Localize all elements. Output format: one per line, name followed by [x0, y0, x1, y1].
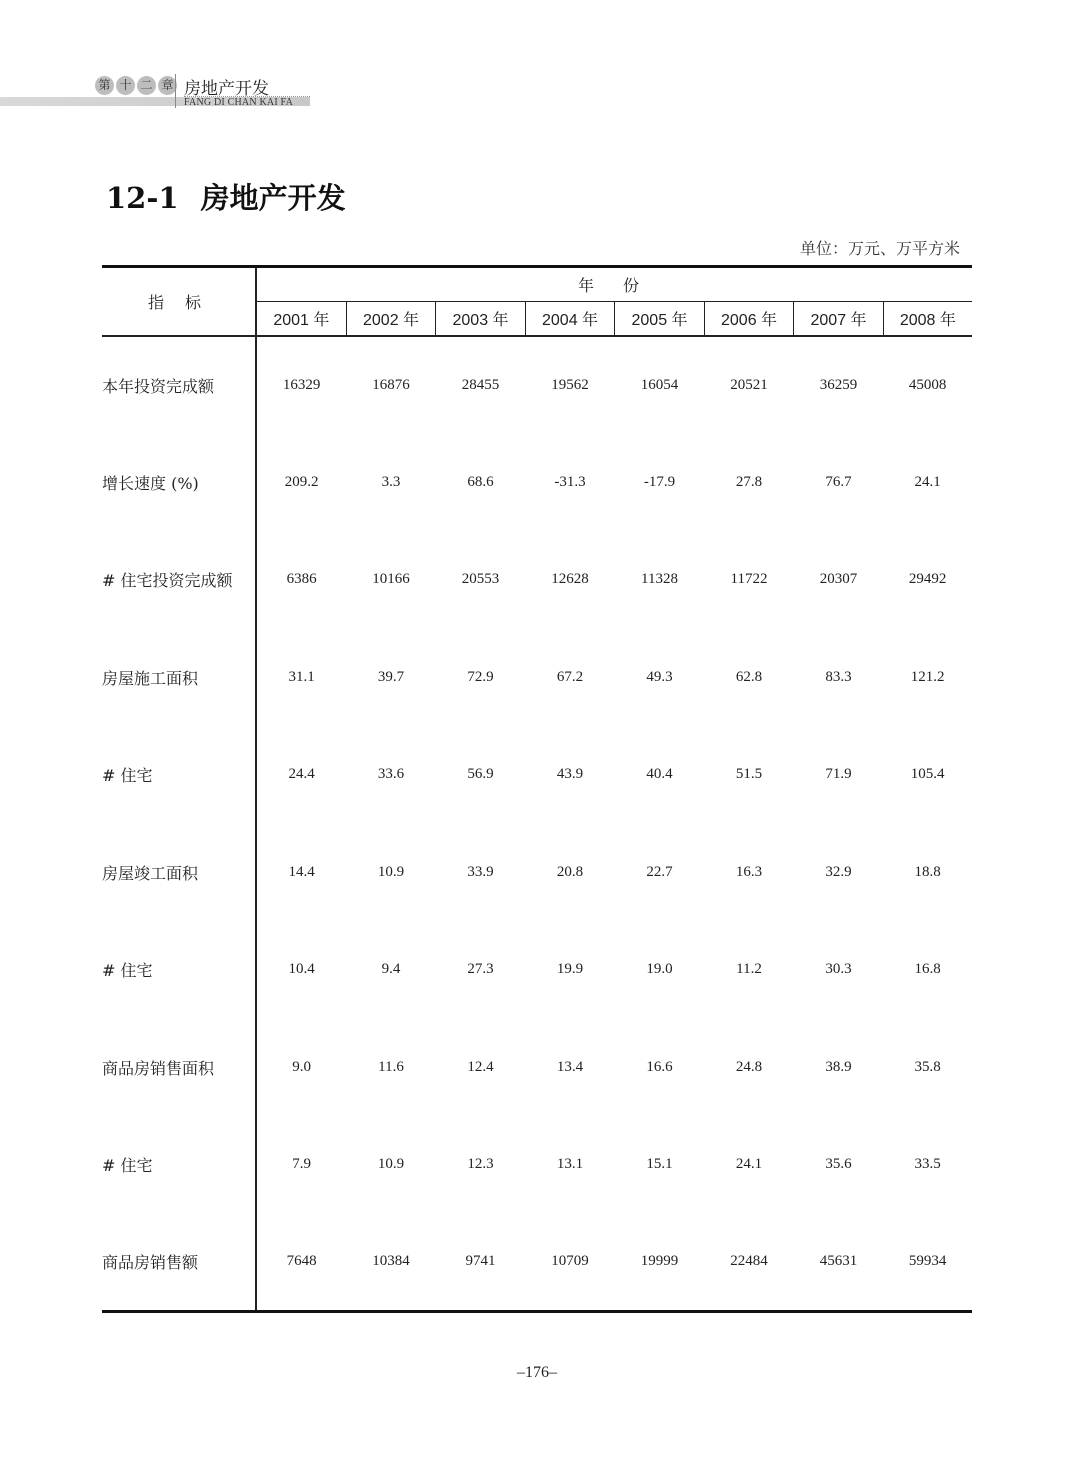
table-cell: 27.8: [735, 473, 763, 490]
table-cell: 31.1: [288, 668, 315, 685]
table-cell: 13.1: [556, 1156, 584, 1173]
table-cell: 29492: [908, 571, 947, 588]
chapter-divider: [175, 74, 176, 108]
row-label: # 住宅投资完成额: [102, 531, 256, 629]
table-row: [102, 336, 972, 434]
table-cell: 19562: [551, 376, 589, 393]
table-cell: 22.7: [646, 863, 673, 880]
table-cell: 20553: [461, 571, 500, 588]
table-cell: -17.9: [643, 473, 676, 490]
table-cell: 10166: [372, 571, 410, 588]
table-cell: 9.4: [381, 961, 401, 978]
table-cell: 72.9: [467, 668, 494, 685]
chapter-char: 二: [137, 76, 156, 95]
table-cell: 12628: [551, 571, 589, 588]
indicator-header: 指 标: [102, 267, 256, 337]
year-header: 2006 年: [704, 302, 794, 337]
table-cell: 59934: [883, 1214, 972, 1312]
table-cell: 30.3: [825, 961, 852, 978]
table-cell: 15.1: [646, 1156, 673, 1173]
table-cell: 45631: [794, 1214, 884, 1312]
table-cell: 68.6: [467, 473, 494, 490]
table-cell: 10.9: [377, 863, 405, 880]
table-cell: 24.1: [735, 1156, 763, 1173]
table-cell: 33.5: [914, 1156, 941, 1173]
table-cell: 11.6: [378, 1058, 404, 1075]
table-cell: 33.9: [467, 863, 494, 880]
table-cell: 19.0: [646, 961, 673, 978]
table-cell: 13.4: [556, 1058, 584, 1075]
table-cell: 76.7: [825, 473, 852, 490]
table-cell: 18.8: [914, 863, 941, 880]
row-label: # 住宅: [102, 1116, 256, 1214]
year-header: 2003 年: [436, 302, 526, 337]
chapter-char: 章: [158, 76, 177, 95]
chapter-badge: [95, 76, 177, 95]
year-group-header: 年 份: [256, 267, 972, 302]
row-label: # 住宅: [102, 921, 256, 1019]
table-cell: 16329: [282, 376, 321, 393]
section-title: 房地产开发: [200, 181, 346, 215]
table-cell: 56.9: [467, 766, 494, 783]
table-cell: 12.4: [467, 1058, 494, 1075]
page-title: [106, 176, 346, 217]
year-header: 2005 年: [615, 302, 705, 337]
table-cell: 49.3: [646, 668, 673, 685]
data-table: [102, 265, 972, 1313]
table-cell: 67.2: [556, 668, 584, 685]
table-cell: 10384: [346, 1214, 436, 1312]
table-cell: 209.2: [284, 473, 319, 490]
table-row: [102, 1116, 972, 1214]
table-cell: 19.9: [556, 961, 584, 978]
section-number: 12-1: [106, 181, 179, 215]
row-label: 房屋施工面积: [102, 629, 256, 727]
table-cell: 9741: [436, 1214, 526, 1312]
table-cell: 10.4: [288, 961, 315, 978]
row-label: 房屋竣工面积: [102, 824, 256, 922]
row-label: 商品房销售额: [102, 1214, 256, 1312]
table-cell: 28455: [461, 376, 500, 393]
table-cell: 11722: [730, 571, 768, 588]
unit-note: 单位：万元、万平方米: [799, 239, 960, 258]
table-cell: 71.9: [825, 766, 852, 783]
table-cell: 83.3: [825, 668, 852, 685]
chapter-pinyin: FANG DI CHAN KAI FA: [184, 97, 293, 108]
table-cell: 20307: [819, 571, 858, 588]
table-row: [102, 824, 972, 922]
table-row: [102, 531, 972, 629]
year-header: 2001 年: [256, 302, 346, 337]
table-cell: 3.3: [381, 473, 401, 490]
table-cell: 38.9: [825, 1058, 852, 1075]
table-cell: 6386: [286, 571, 317, 588]
table-cell: 16.3: [735, 863, 763, 880]
table-cell: 11.2: [736, 961, 762, 978]
table-cell: 24.4: [288, 766, 315, 783]
table-cell: 9.0: [292, 1058, 312, 1075]
table-cell: 35.6: [825, 1156, 852, 1173]
table-cell: 16.6: [646, 1058, 673, 1075]
row-label: 商品房销售面积: [102, 1019, 256, 1117]
table-cell: 11328: [641, 571, 678, 588]
table-row: [102, 629, 972, 727]
table-cell: 10.9: [377, 1156, 405, 1173]
table-cell: 27.3: [467, 961, 494, 978]
year-header: 2004 年: [525, 302, 615, 337]
table-cell: 121.2: [910, 668, 945, 685]
row-label: # 住宅: [102, 726, 256, 824]
table-cell: 35.8: [914, 1058, 941, 1075]
year-header: 2002 年: [346, 302, 436, 337]
table-cell: 16876: [372, 376, 410, 393]
row-label: 增长速度 (%): [102, 434, 256, 532]
table-cell: 19999: [615, 1214, 705, 1312]
page-number: –176–: [517, 1364, 557, 1381]
table-cell: 14.4: [288, 863, 315, 880]
chapter-char: 第: [95, 76, 114, 95]
table-cell: 43.9: [556, 766, 584, 783]
table-cell: 51.5: [735, 766, 763, 783]
table-cell: 33.6: [377, 766, 405, 783]
chapter-title: 房地产开发: [184, 79, 269, 99]
table-row: [102, 434, 972, 532]
table-cell: 20.8: [556, 863, 584, 880]
year-header: 2008 年: [883, 302, 972, 337]
table-cell: 16054: [640, 376, 679, 393]
table-cell: 105.4: [910, 766, 945, 783]
table-cell: 20521: [730, 376, 768, 393]
table-cell: 10709: [525, 1214, 615, 1312]
row-label: 本年投资完成额: [102, 336, 256, 434]
chapter-char: 十: [116, 76, 135, 95]
table-cell: -31.3: [554, 473, 586, 490]
table-cell: 32.9: [825, 863, 852, 880]
table-cell: 7.9: [292, 1156, 312, 1173]
table-row: [102, 726, 972, 824]
table-row: [102, 1019, 972, 1117]
table-body: [102, 336, 972, 1311]
table-cell: 24.1: [914, 473, 941, 490]
table-row: [102, 921, 972, 1019]
table-cell: 40.4: [646, 766, 673, 783]
table-cell: 7648: [256, 1214, 346, 1312]
table-cell: 45008: [908, 376, 947, 393]
table-row: [102, 1214, 972, 1312]
table-cell: 24.8: [735, 1058, 763, 1075]
table-cell: 22484: [704, 1214, 794, 1312]
table-cell: 62.8: [735, 668, 763, 685]
table-cell: 36259: [819, 376, 858, 393]
table-cell: 16.8: [914, 961, 941, 978]
year-header: 2007 年: [794, 302, 884, 337]
table-cell: 39.7: [377, 668, 405, 685]
table-cell: 12.3: [467, 1156, 494, 1173]
